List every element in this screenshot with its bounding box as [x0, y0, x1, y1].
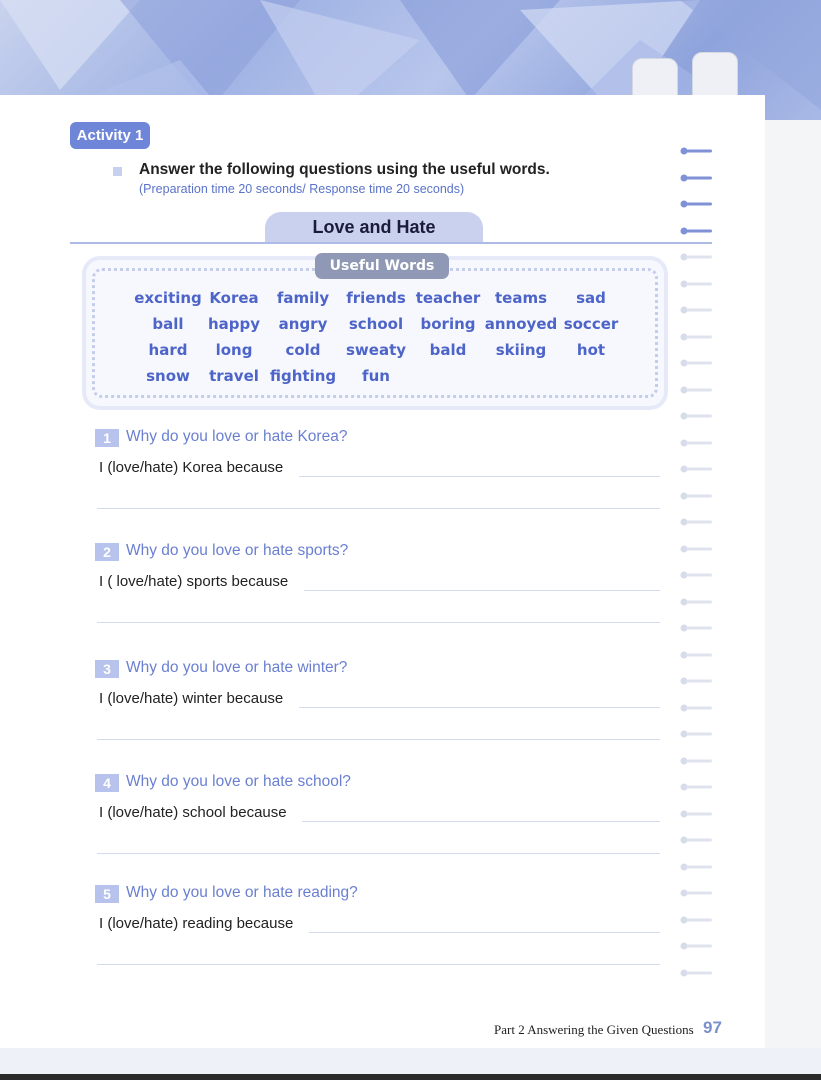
binding-ring-icon	[680, 672, 712, 680]
binding-ring-icon	[680, 937, 712, 945]
answer-prompt: I (love/hate) winter because	[99, 690, 284, 707]
question-text: Why do you love or hate school?	[126, 773, 351, 790]
binding-ring-icon	[680, 460, 712, 468]
answer-line[interactable]	[299, 707, 660, 708]
useful-word: friends	[346, 289, 406, 307]
useful-word: sad	[576, 289, 606, 307]
useful-word: bald	[429, 341, 467, 359]
binding-ring-icon	[680, 858, 712, 866]
binding-ring-icon	[680, 328, 712, 336]
binding-ring-icon	[680, 487, 712, 495]
binding-ring-icon	[680, 301, 712, 309]
answer-line[interactable]	[309, 932, 660, 933]
useful-word: skiing	[495, 341, 547, 359]
binding-ring-icon	[680, 142, 712, 150]
activity-badge: Activity 1	[70, 122, 150, 149]
footer-section: Part 2 Answering the Given Questions	[494, 1022, 694, 1037]
useful-word: happy	[207, 315, 261, 333]
binding-ring-icon	[680, 381, 712, 389]
page-number: 97	[703, 1018, 722, 1037]
answer-line[interactable]	[97, 964, 660, 965]
binding-ring-icon	[680, 169, 712, 177]
useful-word: long	[215, 341, 253, 359]
useful-word: snow	[146, 367, 190, 385]
useful-word: annoyed	[484, 315, 558, 333]
timing-note: (Preparation time 20 seconds/ Response time 20 seconds)	[139, 182, 465, 196]
answer-prompt: I (love/hate) Korea because	[99, 459, 284, 476]
question-number: 3	[95, 660, 119, 678]
useful-word: boring	[420, 315, 476, 333]
answer-line[interactable]	[97, 853, 660, 854]
binding-ring-icon	[680, 646, 712, 654]
answer-line[interactable]	[97, 739, 660, 740]
binding-ring-icon	[680, 275, 712, 283]
section-title: Love and Hate	[265, 212, 483, 243]
binding-ring-icon	[680, 725, 712, 733]
binding-ring-icon	[680, 540, 712, 548]
binding-ring-icon	[680, 699, 712, 707]
useful-word: school	[348, 315, 404, 333]
useful-word: cold	[285, 341, 321, 359]
useful-word: hard	[148, 341, 188, 359]
answer-prompt: I ( love/hate) sports because	[99, 573, 289, 590]
answer-line[interactable]	[97, 508, 660, 509]
useful-words-label: Useful Words	[315, 253, 449, 279]
useful-word: teacher	[415, 289, 481, 307]
binding-ring-icon	[680, 407, 712, 415]
useful-word: teams	[494, 289, 548, 307]
instruction-text: Answer the following questions using the useful words.	[139, 161, 550, 178]
binding-ring-icon	[680, 593, 712, 601]
binding-ring-icon	[680, 566, 712, 574]
bullet-icon	[113, 167, 122, 176]
question-text: Why do you love or hate winter?	[126, 659, 348, 676]
binding-ring-icon	[680, 222, 712, 230]
binding-ring-icon	[680, 778, 712, 786]
question-text: Why do you love or hate sports?	[126, 542, 349, 559]
useful-word: sweaty	[345, 341, 407, 359]
useful-word: hot	[576, 341, 606, 359]
question-number: 5	[95, 885, 119, 903]
useful-word: family	[276, 289, 330, 307]
answer-line[interactable]	[302, 821, 660, 822]
answer-line[interactable]	[97, 622, 660, 623]
binding-ring-icon	[680, 831, 712, 839]
answer-prompt: I (love/hate) school because	[99, 804, 287, 821]
useful-word: Korea	[209, 289, 259, 307]
question-number: 4	[95, 774, 119, 792]
useful-word: travel	[209, 367, 259, 385]
binding-ring-icon	[680, 195, 712, 203]
answer-line[interactable]	[304, 590, 660, 591]
useful-word: angry	[278, 315, 328, 333]
question-text: Why do you love or hate Korea?	[126, 428, 348, 445]
useful-word: exciting	[134, 289, 202, 307]
question-text: Why do you love or hate reading?	[126, 884, 358, 901]
useful-word: soccer	[563, 315, 619, 333]
binding-ring-icon	[680, 619, 712, 627]
binding-ring-icon	[680, 752, 712, 760]
binding-ring-icon	[680, 911, 712, 919]
binding-ring-icon	[680, 354, 712, 362]
binding-ring-icon	[680, 884, 712, 892]
scan-edge	[0, 1074, 821, 1080]
useful-word: fun	[362, 367, 390, 385]
useful-word: ball	[152, 315, 184, 333]
useful-word: fighting	[269, 367, 337, 385]
right-margin	[765, 120, 821, 1080]
answer-line[interactable]	[299, 476, 660, 477]
answer-prompt: I (love/hate) reading because	[99, 915, 294, 932]
binding-ring-icon	[680, 248, 712, 256]
title-divider	[70, 242, 712, 244]
binding-ring-icon	[680, 805, 712, 813]
binding-ring-icon	[680, 434, 712, 442]
question-number: 1	[95, 429, 119, 447]
binding-ring-icon	[680, 964, 712, 972]
question-number: 2	[95, 543, 119, 561]
binding-ring-icon	[680, 513, 712, 521]
